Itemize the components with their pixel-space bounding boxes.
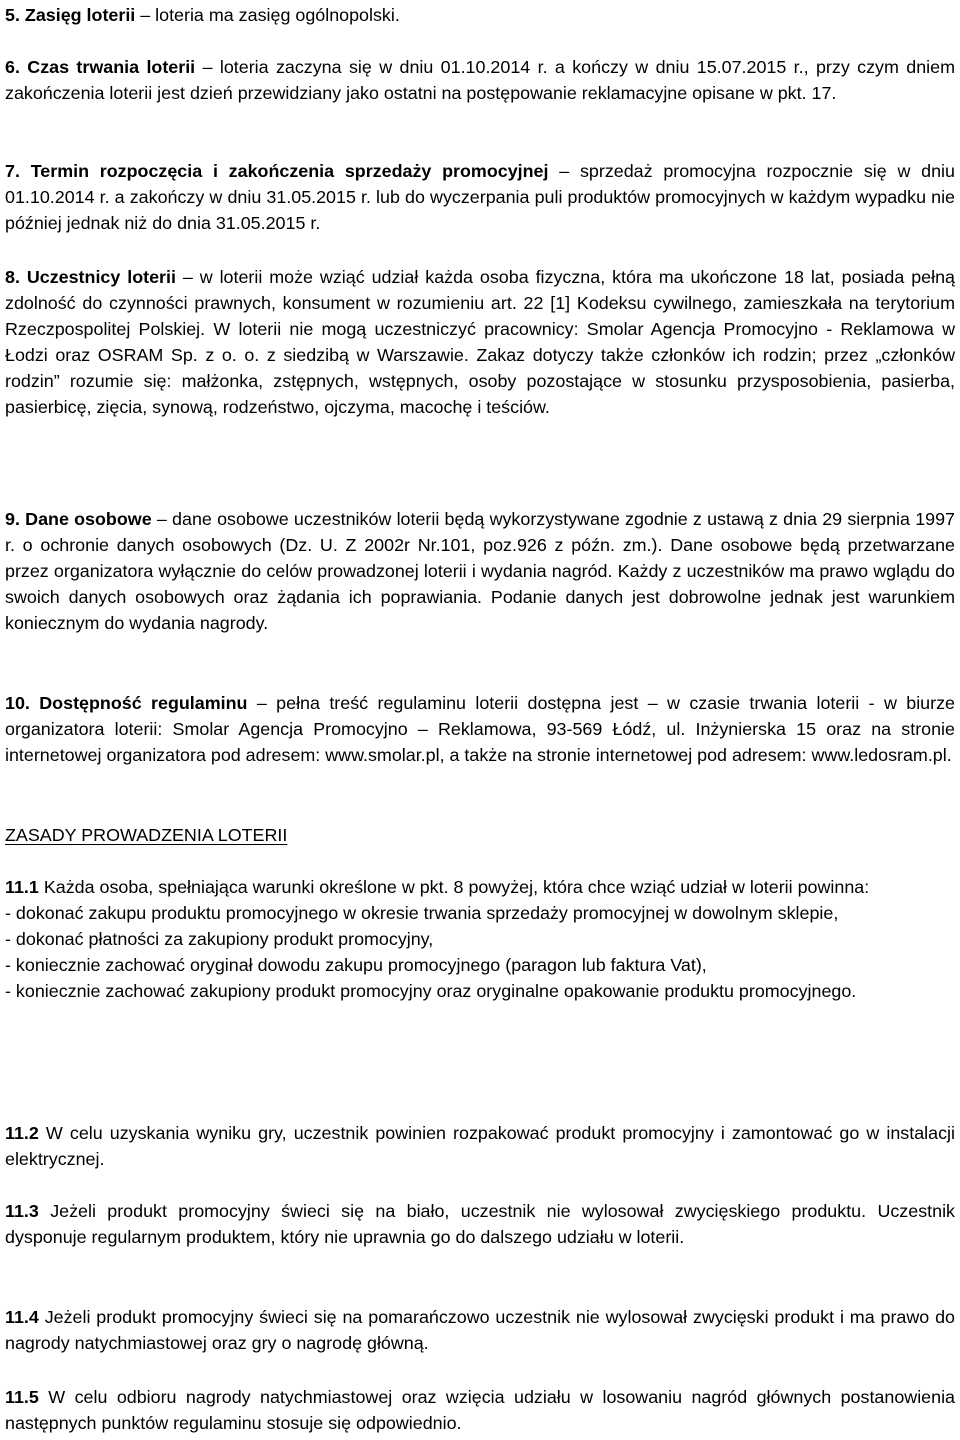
section-10 xyxy=(5,690,955,768)
section-number: 11.5 xyxy=(5,1387,39,1407)
section-5 xyxy=(5,2,955,28)
section-heading: Zasięg loterii xyxy=(24,5,136,25)
section-text: Każda osoba, spełniająca warunki określone w pkt. 8 powyżej, która chce wziąć udział w loterii powinna: xyxy=(38,877,870,897)
section-number: 5. xyxy=(5,5,20,25)
section-number: 8. xyxy=(5,267,20,287)
section-number: 11.4 xyxy=(5,1307,39,1327)
list-item: - dokonać zakupu produktu promocyjnego w okresie trwania sprzedaży promocyjnej w dowolnym sklepie, xyxy=(5,903,839,923)
section-6 xyxy=(5,54,955,106)
list-item: - koniecznie zachować oryginał dowodu zakupu promocyjnego (paragon lub faktura Vat), xyxy=(5,955,707,975)
section-number: 9. xyxy=(5,509,20,529)
list-item: - dokonać płatności za zakupiony produkt promocyjny, xyxy=(5,929,434,949)
section-heading: Dostępność regulaminu xyxy=(39,693,248,713)
section-text: – dane osobowe uczestników loterii będą wykorzystywane zgodnie z ustawą z dnia 29 sierpnia 1997 r. o ochronie danych osobowych (Dz. U. Z 2002r Nr.101, poz.926 z późn. zm.). Dane osobowe będą przetwarzane przez organizatora wyłącznie do celów prowadzonej loterii i wydania nagród. Każdy z uczestników ma prawo wglądu do swoich danych osobowych oraz żądania ich poprawiania. Podanie danych jest dobrowolne jednak jest warunkiem koniecznym do wydania nagrody. xyxy=(5,509,955,633)
section-text: Jeżeli produkt promocyjny świeci się na pomarańczowo uczestnik nie wylosował zwycięski produkt i ma prawo do nagrody natychmiastowej oraz gry o nagrodę główną. xyxy=(5,1307,955,1353)
section-text: – loteria zaczyna się w dniu 01.10.2014 r. a kończy w dniu 15.07.2015 r., przy czym dniem zakończenia loterii jest dzień przewidziany jako ostatni na postępowanie reklamacyjne opisane w pkt. 17. xyxy=(5,57,955,103)
section-text: – w loterii może wziąć udział każda osoba fizyczna, która ma ukończone 18 lat, posiada pełną zdolność do czynności prawnych, konsument w rozumieniu art. 22 [1] Kodeksu cywilnego, zamieszkała na terytorium Rzeczpospolitej Polskiej. W loterii nie mogą uczestniczyć pracownicy: Smolar Agencja Promocyjno - Reklamowa w Łodzi oraz OSRAM Sp. z o. o. z siedzibą w Warszawie. Zakaz dotyczy także członków ich rodzin; przez „członków rodzin” rozumie się: małżonka, zstępnych, wstępnych, osoby pozostające w stosunku przysposobienia, pasierba, pasierbicę, zięcia, synową, rodzeństwo, ojczyma, macochę i teściów. xyxy=(5,267,955,417)
section-11-5 xyxy=(5,1384,955,1436)
section-text: Jeżeli produkt promocyjny świeci się na biało, uczestnik nie wylosował zwycięskiego produktu. Uczestnik dysponuje regularnym produktem, który nie uprawnia go do dalszego udziału w loterii. xyxy=(5,1201,955,1247)
section-number: 11.1 xyxy=(5,877,39,897)
section-number: 7. xyxy=(5,161,20,181)
section-number: 11.2 xyxy=(5,1123,39,1143)
section-heading: Uczestnicy loterii xyxy=(26,267,176,287)
section-number: 11.3 xyxy=(5,1201,39,1221)
section-9 xyxy=(5,506,955,636)
section-text: – sprzedaż promocyjna rozpocznie się w dniu 01.10.2014 r. a zakończy w dniu 31.05.2015 r. lub do wyczerpania puli produktów promocyjnych w każdym wypadku nie później jednak niż do dnia 31.05.2015 r. xyxy=(5,161,955,233)
section-heading: Termin rozpoczęcia i zakończenia sprzedaży promocyjnej xyxy=(30,161,549,181)
section-text: – loteria ma zasięg ogólnopolski. xyxy=(135,5,400,25)
section-11-4 xyxy=(5,1304,955,1356)
section-7 xyxy=(5,158,955,236)
section-11-3 xyxy=(5,1198,955,1250)
section-heading: Dane osobowe xyxy=(25,509,152,529)
section-text: W celu uzyskania wyniku gry, uczestnik powinien rozpakować produkt promocyjny i zamontować go w instalacji elektrycznej. xyxy=(5,1123,955,1169)
section-text: – pełna treść regulaminu loterii dostępna jest – w czasie trwania loterii - w biurze organizatora loterii: Smolar Agencja Promocyjno – Reklamowa, 93-569 Łódź, ul. Inżynierska 15 oraz na stronie internetowej organizatora pod adresem: www.smolar.pl, a także na stronie internetowej pod adresem: www.ledosram.pl. xyxy=(5,693,955,765)
rules-heading xyxy=(5,822,955,848)
rules-heading-text: ZASADY PROWADZENIA LOTERII xyxy=(5,825,288,845)
section-heading: Czas trwania loterii xyxy=(27,57,196,77)
section-11-2 xyxy=(5,1120,955,1172)
list-item: - koniecznie zachować zakupiony produkt promocyjny oraz oryginalne opakowanie produktu promocyjnego. xyxy=(5,981,857,1001)
section-number: 10. xyxy=(5,693,30,713)
section-number: 6. xyxy=(5,57,20,77)
section-text: W celu odbioru nagrody natychmiastowej oraz wzięcia udziału w losowaniu nagród głównych postanowienia następnych punktów regulaminu stosuje się odpowiednio. xyxy=(5,1387,955,1433)
section-11-1 xyxy=(5,874,955,1004)
section-8 xyxy=(5,264,955,420)
